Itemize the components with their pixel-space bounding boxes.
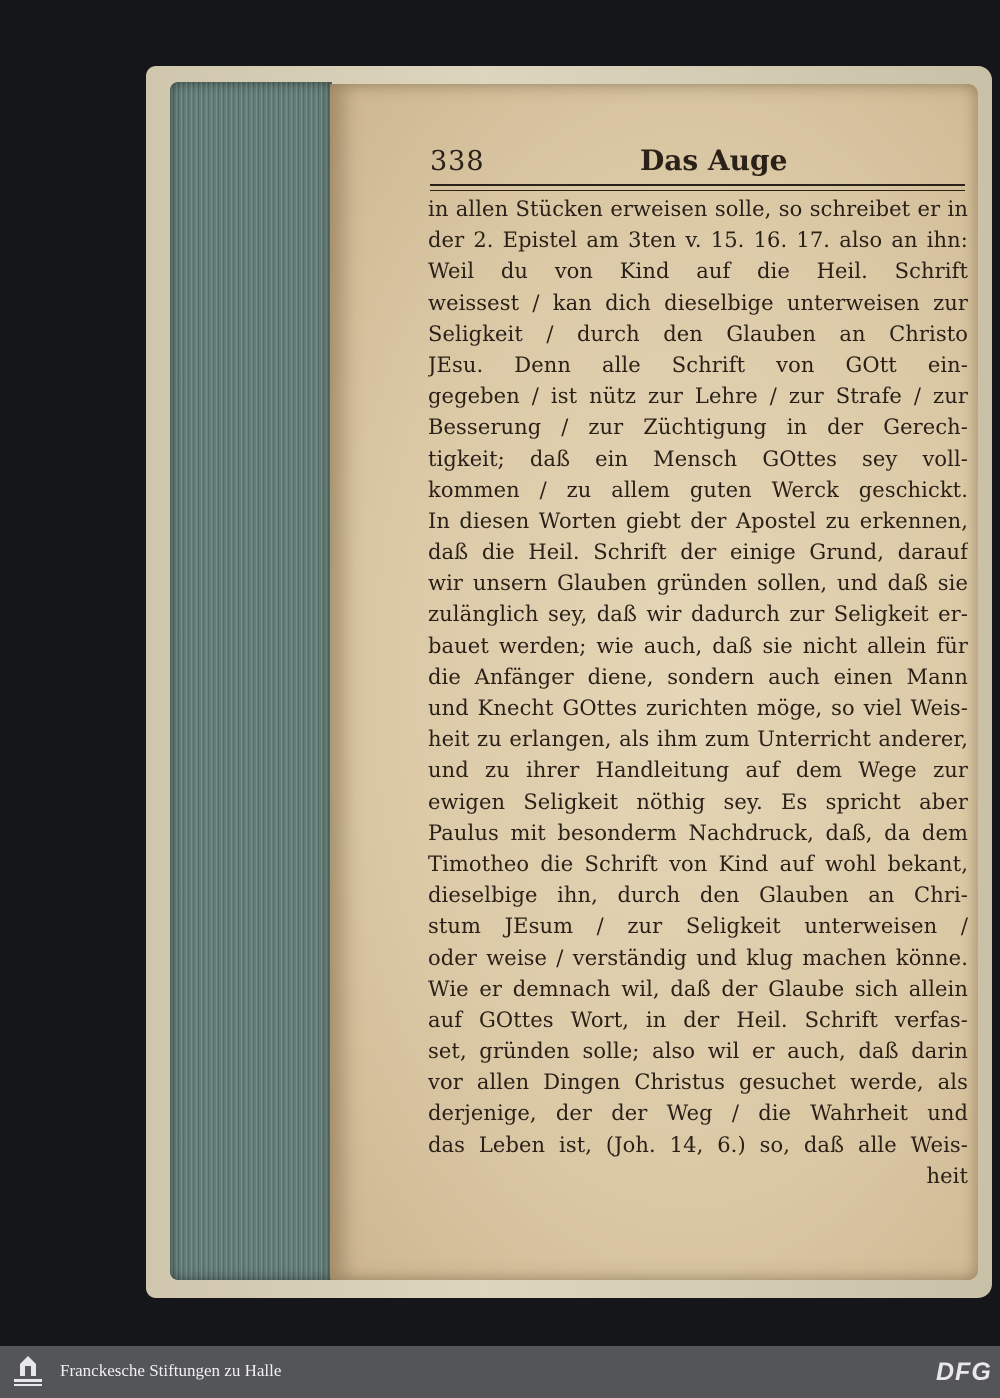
text-line: Paulus mit besonderm Nachdruck, daß, da dem	[428, 820, 968, 845]
text-line: und Knecht GOttes zurichten möge, so viel Weis-	[428, 696, 968, 720]
text-line: derjenige, der der Weg / die Wahrheit und	[428, 1101, 968, 1126]
text-line: heit	[926, 1163, 968, 1188]
page-number: 338	[430, 146, 485, 177]
page-header	[430, 142, 965, 182]
text-line: daß die Heil. Schrift der einige Grund, darauf	[428, 540, 968, 565]
text-line: das Leben ist, (Joh. 14, 6.) so, daß alle Weis-	[428, 1132, 968, 1157]
body-text	[428, 194, 968, 1192]
franckesche-stiftungen-logo-icon	[8, 1352, 48, 1392]
text-line: JEsu. Denn alle Schrift von GOtt ein-	[428, 352, 968, 377]
text-line: Wie er demnach wil, daß der Glaube sich allein	[428, 976, 968, 1001]
text-line: Besserung / zur Züchtigung in der Gerech-	[428, 415, 968, 440]
institution-name: Franckesche Stiftungen zu Halle	[60, 1361, 282, 1380]
text-line: kommen / zu allem guten Werck geschickt.	[428, 477, 968, 502]
footer-bar	[0, 1346, 1000, 1398]
text-line: weissest / kan dich dieselbige unterweisen zur	[428, 290, 968, 315]
text-line: heit zu erlangen, als ihm zum Unterricht anderer,	[428, 727, 968, 752]
page-edges	[170, 82, 332, 1280]
text-line: in allen Stücken erweisen solle, so schreibet er in	[428, 197, 968, 221]
text-line: dieselbige ihn, durch den Glauben an Chri-	[428, 883, 968, 908]
text-line: gegeben / ist nütz zur Lehre / zur Strafe / zur	[428, 384, 968, 409]
text-line: und zu ihrer Handleitung auf dem Wege zur	[428, 758, 968, 783]
text-line: In diesen Worten giebt der Apostel zu erkennen,	[428, 508, 968, 533]
text-line: auf GOttes Wort, in der Heil. Schrift verfas-	[428, 1007, 968, 1032]
text-line: tigkeit; daß ein Mensch GOttes sey voll-	[428, 446, 968, 471]
text-line: stum JEsum / zur Seligkeit unterweisen /	[428, 914, 968, 939]
running-head: Das Auge	[640, 144, 788, 177]
text-line: zulänglich sey, daß wir dadurch zur Seligkeit er-	[428, 602, 968, 627]
dfg-logo: DFG	[936, 1358, 992, 1386]
header-rule	[430, 184, 965, 191]
text-line: die Anfänger diene, sondern auch einen Mann	[428, 664, 968, 689]
text-line: ewigen Seligkeit nöthig sey. Es spricht aber	[428, 789, 968, 814]
text-line: wir unsern Glauben gründen sollen, und daß sie	[428, 571, 968, 596]
text-line: Seligkeit / durch den Glauben an Christo	[428, 321, 968, 346]
text-line: Timotheo die Schrift von Kind auf wohl bekant,	[428, 851, 968, 876]
text-line: Weil du von Kind auf die Heil. Schrift	[428, 259, 968, 284]
text-line: oder weise / verständig und klug machen könne.	[428, 945, 968, 970]
text-line: der 2. Epistel am 3ten v. 15. 16. 17. also an ihn:	[428, 228, 968, 253]
text-line: bauet werden; wie auch, daß sie nicht allein für	[428, 633, 968, 658]
text-line: vor allen Dingen Christus gesuchet werde, als	[428, 1070, 968, 1095]
text-line: set, gründen solle; also wil er auch, daß darin	[428, 1039, 968, 1064]
